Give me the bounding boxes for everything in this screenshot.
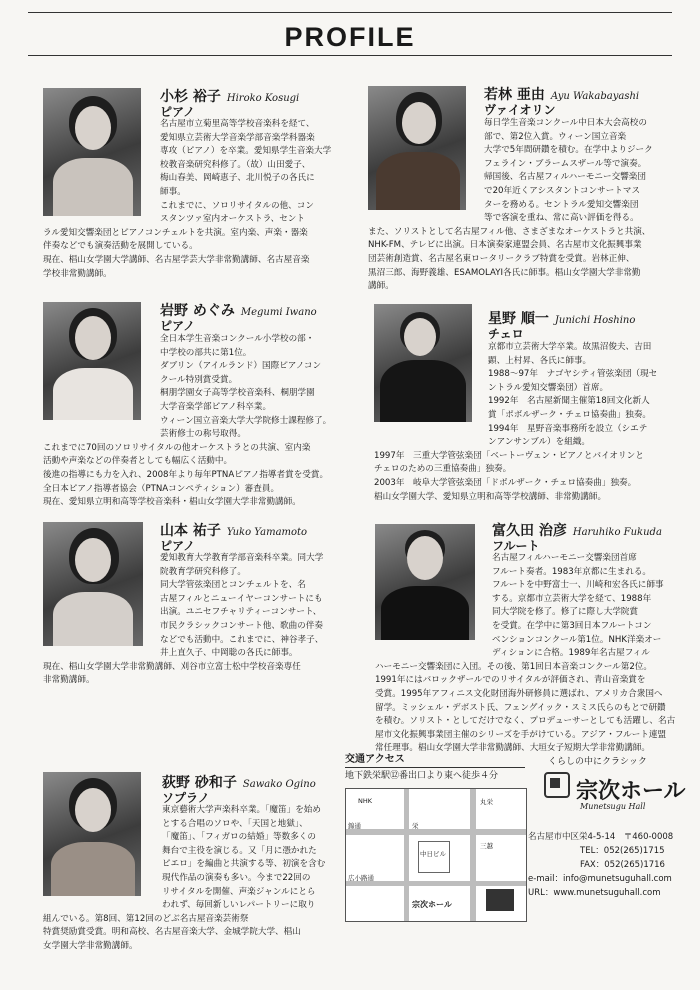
- title-rule: [28, 55, 672, 56]
- profile-bio: 愛知教育大学教育学部音楽科卒業。同大学 院教育学研究科修了。 同大学管弦楽団とコンチェルトを、名 古屋フィルとニューイヤーコンサートにも 出演。ユニセフチャリティーコンサート、 市民クラシックコンサート他、歌曲の伴奏 などでも活動中。これまでに、神谷孝子、 井上直久子、中岡聡の各氏に師事。 現在、椙山女学園大学非常勤講師、刈谷市立富士松中学校音楽専任 非常勤講師。: [43, 553, 324, 686]
- page-header: [0, 0, 700, 64]
- profile-bio: 全日本学生音楽コンクール小学校の部・ 中学校の部共に第1位。 ダブリン（アイルランド）国際ピアノコン クール特別賞受賞。 桐朋学園女子高等学校音楽科、桐朋学園 大学音楽学部ピアノ科卒業。 ウィーン国立音楽大学大学院修士課程修了。 芸術修士の称号取得。 これまでに70回のソロリサイタルの他オーケストラとの共演、室内楽 活動や声楽などの伴奏者としても幅広く活動中。 後進の指導にも力を入れ、2008年より毎年PTNAピアノ指導者賞を受賞。 全日本ピアノ指導者協会（PTNAコンペティション）審査員。 現在、愛知県立明和高等学校音楽科・椙山女学園大学非常勤講師。: [43, 334, 332, 508]
- profile-instrument: フルート: [492, 539, 540, 553]
- profile-instrument: ピアノ: [160, 539, 196, 553]
- map-label-nhk: NHK: [358, 797, 373, 805]
- venue-tel: TEL：052(265)1715: [580, 846, 665, 856]
- profile-instrument: ピアノ: [160, 105, 196, 119]
- profile-bio: 東京藝術大学声楽科卒業。「魔笛」を始め とする合唱のソロや、「天国と地獄」、 「魔笛」、「フィガロの結婚」等数多くの 舞台で主役を演じる。又「月に憑かれた ピエロ」を編曲と共演する等、初演を含む 現代作品の演奏も多い。今まで22回の リサイタルを開催、声楽ジャンルにとら われず、毎回新しいレパートリーに取り 組んでいる。第8回、第12回のどぶ名古屋音楽芸術祭 特賞奨励賞受賞。明和高校、名古屋音楽大学、金城学院大学、椙山 女学園大学非常勤講師。: [43, 805, 326, 951]
- access-heading: 交通アクセス: [345, 750, 525, 768]
- profile-name: 荻野 砂和子 Sawako Ogino: [162, 775, 316, 791]
- venue-address: 名古屋市中区栄4-5-14 〒460-0008: [528, 832, 674, 842]
- profile-instrument: チェロ: [488, 327, 524, 341]
- venue-logo-icon: [542, 770, 572, 798]
- venue-email[interactable]: e-mail：info@munetsuguhall.com: [528, 874, 672, 884]
- map-label-hirokoji: 広小路通: [348, 874, 374, 882]
- profile-name: 小杉 裕子 Hiroko Kosugi: [160, 89, 300, 105]
- map-label-nishiki: 錦通: [348, 822, 361, 830]
- profile-name: 岩野 めぐみ Megumi Iwano: [160, 303, 317, 319]
- profile-name: 山本 祐子 Yuko Yamamoto: [160, 523, 308, 539]
- profile-bio: 名古屋市立菊里高等学校音楽科を経て、 愛知県立芸術大学音楽学部音楽学科器楽 専攻（ピアノ）を卒業。愛知県学生音楽大学 校教音楽研究科修了。（故）山田愛子、 梅山春美、岡崎恵子、北川悦子の各氏に 師事。 これまでに、ソロリサイタルの他、コン スタンツァ室内オーケストラ、セント ラル愛知交響楽団とピアノコンチェルトを共演。室内楽、声楽・器楽 伴奏などでも演奏活動を展開している。 現在、椙山女学園大学講師、名古屋学芸大学非常勤講師、名古屋音楽 学校非常勤講師。: [43, 119, 332, 279]
- map-label-venue: 宗次ホール: [412, 900, 452, 909]
- access-map: [345, 788, 527, 922]
- profile-bio: 毎日学生音楽コンクール中日本大会高校の 部で、第2位入賞。ウィーン国立音楽 大学で5年間研鑽を積む。在学中よりジーク フェライン・ブラームスザール等で演奏。 帰国後、名古屋フィルハーモニー交響楽団 で20年近くアシスタントコンサートマス ターを務める。セントラル愛知交響楽団 等で客演を重ね、常に高い評価を得る。 また、ソリストとして名古屋フィル他、さまざまなオーケストラと共演、 NHK-FM、テレビに出演。日本演奏家連盟会員、名古屋市文化振興事業 団芸術創造賞、名古屋名東ロータリークラブ特賞を受賞。岩林正伸、 黒沼三郎、海野義雄、ESAMOLAYI各氏に師事。椙山女学園大学非常勤 講師。: [368, 118, 653, 292]
- profile-bio: 京都市立芸術大学卒業。故黒沼俊夫、吉田 顕、上村昇、各氏に師事。 1988～97年 ナゴヤシティ管弦楽団（現セ ントラル愛知交響楽団）首席。 1992年 名古屋新聞主催第18回文化新人 賞「ポボルザーク・チェロ協奏曲」独奏。 1994年 星野音楽事務所を設立（シエテ ンアンサンブル）を組織。 1997年 三重大学管弦楽団「ベートーヴェン・ピアノとバイオリンと チェロのための三重協奏曲」独奏。 2003年 岐阜大学管弦楽団「ドボルザーク・チェロ協奏曲」独奏。 椙山女学園大学、愛知県立明和高等学校講師、非常勤講師。: [374, 342, 658, 502]
- profile-name: 星野 順一 Junichi Hoshino: [488, 311, 636, 327]
- profile-instrument: ヴァイオリン: [484, 103, 556, 117]
- top-rule: [28, 12, 672, 13]
- venue-fax: FAX：052(265)1716: [580, 860, 665, 870]
- venue-url[interactable]: URL：www.munetsuguhall.com: [528, 888, 661, 898]
- profile-name: 富久田 治彦 Haruhiko Fukuda: [492, 523, 662, 539]
- profile-bio: 名古屋フィルハーモニー交響楽団首席 フルート奏者。1983年京都に生まれる。 フルートを中野富士一、川崎和宏各氏に師事 する。京都市立芸術大学を経て、1988年 同大学院を修了。修了に際し大学院賞 を受賞。在学中に第3回日本フルートコン ベンションコンクール第1位。NHK洋楽オー ディションに合格。1989年名古屋フィル ハーモニー交響楽団に入団。その後、第1回日本音楽コンクール第2位。 1991年にはバロックザールでのリサイタルが評価され、青山音楽賞を 受賞。1995年アフィニス文化財団海外研修員に選ばれ、アメリカ合衆国へ 留学。ミッシェル・デボスト氏、フェングイック・スミス氏らのもとで研鑽 を積む。ソリスト・としてだけでなく、プロデューサーとしても活躍し、名古 屋市文化振興事業団主催のシリーズを手がけている。アジア・フルート連盟 常任理事。椙山女学園大学非常勤講師、大垣女子短期大学非常勤講師。: [375, 553, 676, 754]
- venue-tagline: くらしの中にクラシック: [548, 757, 647, 767]
- venue-name: 宗次ホール: [576, 779, 686, 804]
- profile-instrument: ピアノ: [160, 319, 196, 333]
- profile-instrument: ソプラノ: [162, 791, 210, 805]
- map-label-mitsukoshi: 三越: [480, 842, 493, 850]
- access-section: [345, 748, 525, 920]
- map-label-sakae: 栄: [412, 822, 419, 830]
- profile-name: 若林 亜由 Ayu Wakabayashi: [484, 87, 640, 103]
- access-directions: 地下鉄栄駅⑫番出口より東へ徒歩４分: [345, 771, 499, 781]
- map-label-maruei: 丸栄: [480, 798, 493, 806]
- map-label-chunichi: 中日ビル: [420, 850, 446, 858]
- venue-name-romaji: Munetsugu Hall: [580, 802, 646, 811]
- venue-info: [528, 748, 693, 928]
- page-title: PROFILE: [284, 22, 416, 52]
